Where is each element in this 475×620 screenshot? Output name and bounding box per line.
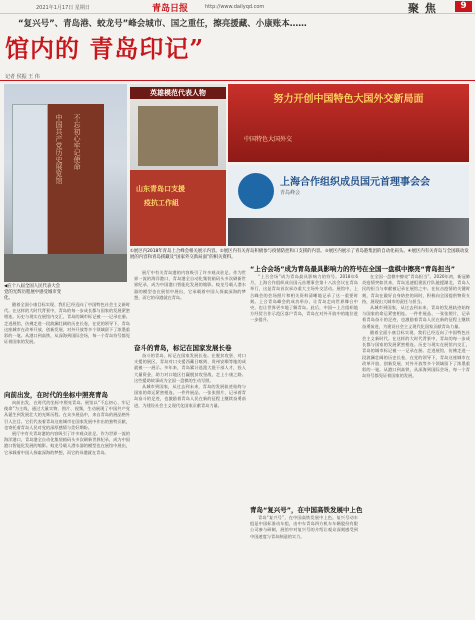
- article-kicker: “复兴号”、青岛港、蛟龙号”峰会城市、国之重任，擦亮援藏、小康账本……: [18, 19, 307, 29]
- subhead-3: “上合会场”成为青岛最具影响力的符号: [250, 265, 363, 273]
- body-column-1: [4, 302, 130, 386]
- body-column-1b: [4, 400, 130, 618]
- paragraph: 青岛“复兴号”，在中国高铁发展中上色。复兴号动车组是中国标准动车组，由中车青岛四方机车车辆股份有限公司参与研制，展馆中对复兴号的介绍让观众深刻感受到中国速度与青岛制造的实力。: [250, 515, 358, 539]
- paragraph: 展厅中有关青岛港的内容吸引了许多观众驻足。作为世界一流的海洋港口，青岛港全自动化集装箱码头多次刷新世界纪录，成为中国港口智能化发展的缩影。蛟龙号载人潜水器的模型也在展馆中展出，它承载着中国人探索深海的梦想，而它的母港就在青岛。: [134, 270, 246, 300]
- visitors-group: [228, 218, 469, 246]
- article-headline: 馆内的 青岛印记”: [5, 34, 205, 63]
- paragraph: “上合会场”成为青岛最具影响力的符号。2018年6月，上海合作组织成员国元首理事会第十八次会议在青岛举行，这是青岛首次承办重大主场外交活动。展馆中，上合峰会的会场照片和相关资料清晰地记录了这一重要时刻。上合青岛峰会的成功举办，让青岛走向世界舞台中央，也让世界更多地了解青岛。此后，中国—上合组织地方经贸合作示范区落户青岛，青岛在对外开放中的地位进一步提升。: [250, 274, 358, 323]
- body-column-2b: [134, 353, 246, 618]
- sco-board-title: 上海合作组织成员国元首理事会会: [280, 177, 430, 188]
- plaza-floor: [4, 254, 127, 282]
- sco-summit-photo: [228, 165, 469, 246]
- body-column-3: [250, 274, 358, 500]
- subhead-5: 青岛“复兴号”，在中国高铁发展中上色: [250, 506, 363, 514]
- paragraph: 向前出发，在时代的坐标中照亮青岛。展馆以“不忘初心、牢记使命”为主线，通过大量实物、图片、视频，生动展现了中国共产党从诞生到发展壮大的光辉历程。在众多展品中，来自青岛的展品格外引人注目。它们代表着青岛这座城市在国家发展中作出的独特贡献，也寄托着青岛人民对党的深厚感情与美好期盼。: [4, 400, 130, 430]
- glass-facade: [12, 104, 48, 256]
- paragraph: 从城市到国家，从过去到未来，青岛的发展轨迹始终与国家的命运紧密相连。一件件展品、一张张照片，记录着青岛奋斗的足迹，也激励着青岛人民在新的征程上继续奋勇前进，为建设社会主义现代化国家贡献青岛力量。: [134, 384, 246, 408]
- subhead-2: 奋斗的青岛，标记在国家发展长卷: [134, 344, 232, 352]
- museum-exterior-photo: [4, 84, 127, 282]
- newspaper-name: 青岛日报: [152, 4, 189, 14]
- sco-board-subtitle: 青岛峰会: [280, 190, 301, 196]
- photo-caption-2: ①展区内2018年青岛上合峰会相关展示内容。②展区内有关青岛积极参与疫情防控和口支援的内容。③展区内展示了青岛港集团的自动化码头。④展区内有关青岛与全国联动发展的内容和青岛援藏及“国家外交新局面”的相关资料。: [130, 249, 469, 260]
- paragraph: 从城市到国家，从过去到未来，青岛的发展轨迹始终与国家的命运紧密相连。一件件展品、一张张照片，记录着青岛奋斗的足迹，也激励着青岛人民在新的征程上继续奋勇前进，为建设社会主义现代化国家贡献青岛力量。: [362, 305, 470, 329]
- photo-caption-1: ◀在十八届全国人民代表大会党的光辉历程展中感受城市变化。: [4, 284, 62, 301]
- section-title: 聚 焦: [408, 2, 437, 15]
- page-number: 9: [455, 1, 472, 12]
- body-column-4: [362, 274, 470, 618]
- exhibit-panel-photo: [130, 84, 226, 246]
- paragraph: 随着全面小康目标实现、我们已经迈向了中国特色社会主义新时代。在这样的大时代背景中，青岛的每一步成长都与国家的发展紧密相连。历史与现实在展馆内交汇，青岛的城市标记被一一记录在册。走进展馆，仿佛走进一段波澜壮阔的历史长卷，在党的领导下，青岛这座城市在改革开放、创新发展、对外开放等多个领域留下了浓墨重彩的一笔。从港口到高铁，从深海到国际会场，每一个青岛符号都见证着国家的发展。: [4, 302, 130, 345]
- diplomacy-board-photo: [228, 84, 469, 162]
- exhibit-bottom-line-1: 山东青岛口支援: [136, 185, 185, 193]
- paragraph: 在全国一盘棋中擦亮“青岛担当”。2020年初，新冠肺炎疫情突如其来，青岛迅速组建医疗队驰援湖北，青岛人民的担当与奉献被记录在展馆之中。在抗击疫情的关键时刻，青岛在做好自身防控的同时，积极向全国提供物资支持，展现出大城市的责任与担当。: [362, 274, 470, 304]
- exhibit-bottom-panel: [130, 170, 226, 246]
- diplomacy-board-subtitle: 中国特色大国外交: [244, 136, 293, 143]
- subhead-4: 在全国一盘棋中擦亮“青岛担当”: [362, 265, 456, 273]
- issue-date: 2021年1月17日 星期日: [36, 5, 90, 11]
- page-header: [0, 0, 475, 14]
- exhibit-banner: 英雄模范代表人物: [130, 87, 226, 99]
- sco-logo-icon: [238, 173, 274, 209]
- exhibit-bottom-line-2: 疫抗工作組: [144, 199, 179, 207]
- red-wall-inscription: 中国共产党历史展览馆 不忘初心牢记使命: [48, 104, 104, 254]
- paragraph: 随着全面小康目标实现、我们已经迈向了中国特色社会主义新时代。在这样的大时代背景中，青岛的每一步成长都与国家的发展紧密相连。历史与现实在展馆内交汇，青岛的城市标记被一一记录在册。走进展馆，仿佛走进一段波澜壮阔的历史长卷，在党的领导下，青岛这座城市在改革开放、创新发展、对外开放等多个领域留下了浓墨重彩的一笔。从港口到高铁，从深海到国际会场，每一个青岛符号都见证着国家的发展。: [362, 329, 470, 379]
- newspaper-url[interactable]: http://www.dailyqd.com: [205, 4, 265, 10]
- body-column-2: [134, 270, 246, 340]
- article-byline: 记者 侯振 王 伟: [5, 74, 40, 80]
- paragraph: 展厅中有关青岛港的内容吸引了许多观众驻足。作为世界一流的海洋港口，青岛港全自动化集装箱码头多次刷新世界纪录，成为中国港口智能化发展的缩影。蛟龙号载人潜水器的模型也在展馆中展出，它承载着中国人探索深海的梦想，而它的母港就在青岛。: [4, 431, 130, 455]
- diplomacy-board-title: 努力开创中国特色大国外交新局面: [273, 94, 424, 105]
- body-column-3b: [250, 515, 358, 618]
- paragraph: 奋斗的青岛，标记在国家发展长卷。在脱贫攻坚、对口支援的展区，青岛对口支援西藏日喀则、贵州安顺等地的成就被一一展示。多年来，青岛累计选派大批干部人才，投入大量资金，助力对口地区打赢脱贫攻坚战，走上小康之路。这些援助故事成为全国一盘棋的生动写照。: [134, 353, 246, 383]
- exhibit-shelf: [138, 106, 218, 166]
- header-divider: [0, 80, 475, 81]
- subhead-1: 向前出发，在时代的坐标中照亮青岛: [4, 391, 108, 399]
